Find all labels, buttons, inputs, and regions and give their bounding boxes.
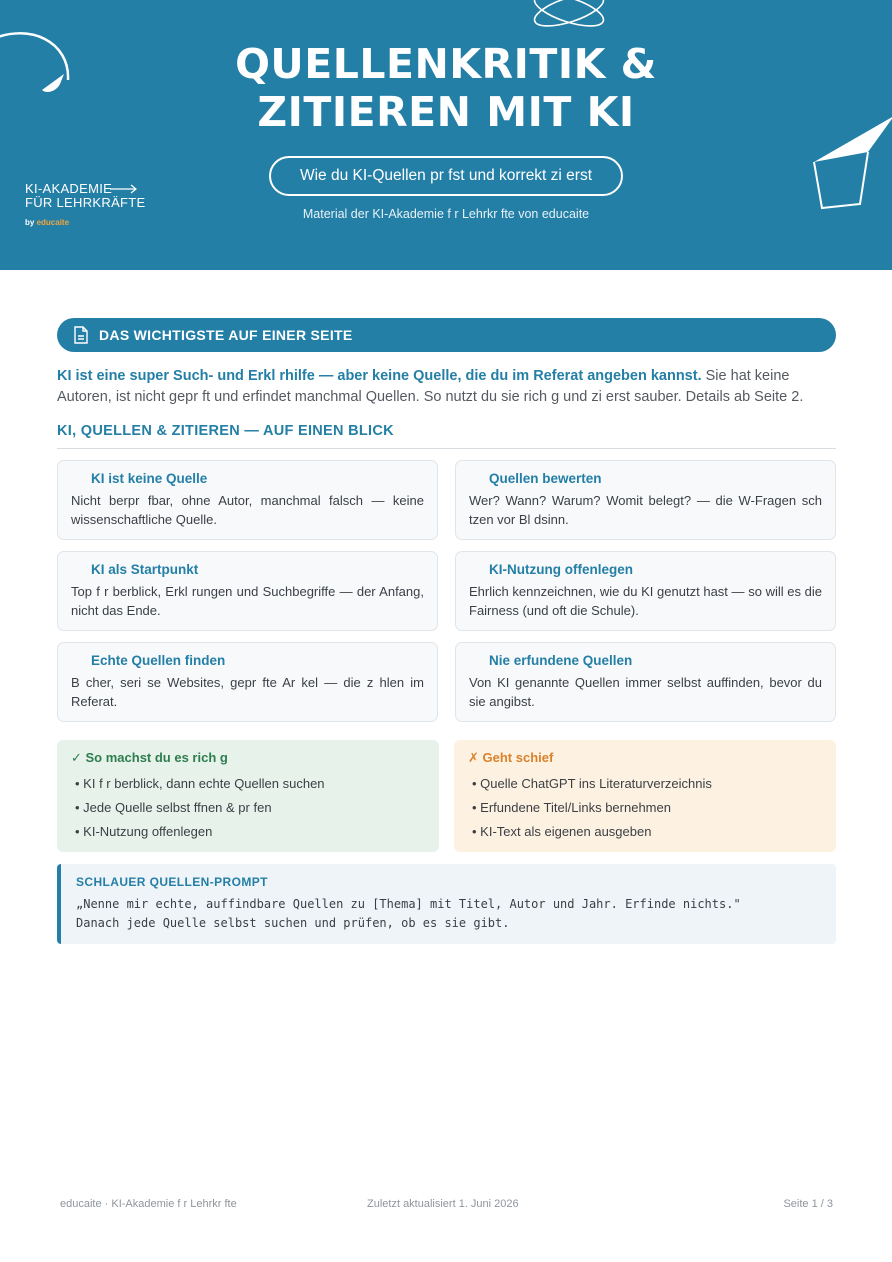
logo-line-1: KI-AKADEMIE: [25, 181, 113, 196]
dont-box: [454, 740, 836, 852]
atom-decoration-icon: [528, 0, 610, 36]
do-title: ✓ So machst du es rich g: [71, 750, 228, 765]
card-nie-erfundene-quellen: [455, 642, 836, 722]
prompt-line-2: Danach jede Quelle selbst suchen und prüfen, ob es sie gibt.: [76, 916, 510, 930]
list-item: • Erfundene Titel/Links bernehmen: [472, 800, 671, 815]
card-body: Nicht berpr fbar, ohne Autor, manchmal falsch — keine wissenschaftliche Quelle.: [71, 493, 424, 527]
document-icon: [73, 326, 89, 344]
footer-date: Zuletzt aktualisiert 1. Juni 2026: [367, 1198, 519, 1210]
subtitle-pill: Wie du KI-Quellen pr fst und korrekt zi erst: [269, 156, 623, 196]
title-line-1: QUELLENKRITIK &: [235, 40, 657, 88]
card-echte-quellen: [57, 642, 438, 722]
prompt-line-1: „Nenne mir echte, auffindbare Quellen zu [Thema] mit Titel, Autor und Jahr. Erfinde nichts.": [76, 897, 741, 911]
card-body: Wer? Wann? Warum? Womit belegt? — die W-Fragen sch tzen vor Bl dsinn.: [469, 493, 822, 527]
page-header: [0, 0, 892, 270]
card-quellen-bewerten: [455, 460, 836, 540]
list-item: • Quelle ChatGPT ins Literaturverzeichnis: [472, 776, 712, 791]
overview-heading: KI, QUELLEN & ZITIEREN — AUF EINEN BLICK: [57, 423, 836, 449]
material-credit: Material der KI-Akademie f r Lehrkr fte von educaite: [302, 207, 590, 221]
card-title: Nie erfundene Quellen: [489, 653, 633, 668]
do-list: [71, 772, 425, 844]
dont-title: ✗ Geht schief: [468, 750, 554, 765]
title-line-2: ZITIEREN MIT KI: [257, 88, 635, 136]
prompt-box: [57, 864, 836, 944]
card-title: KI-Nutzung offenlegen: [489, 562, 633, 577]
logo-brand: educaite: [36, 218, 70, 227]
intro-bold: KI ist eine super Such- und Erkl rhilfe — aber keine Quelle, die du im Referat angeben kannst.: [57, 368, 702, 384]
dont-list: [468, 772, 822, 844]
card-body: Top f r berblick, Erkl rungen und Suchbegriffe — der Anfang, nicht das Ende.: [71, 584, 424, 618]
list-item: • Jede Quelle selbst ffnen & pr fen: [75, 800, 272, 815]
logo-byline: [25, 218, 146, 227]
do-box: [57, 740, 439, 852]
arrow-right-icon: [110, 184, 138, 194]
intro-paragraph: [57, 366, 836, 408]
card-ki-nutzung-offenlegen: [455, 551, 836, 631]
card-title: Quellen bewerten: [489, 471, 602, 486]
intro-rest: Sie hat keine Autoren, ist nicht gepr ft und erfindet manchmal Quellen. So nutzt du sie rich g und zi erst sauber. Details ab Seite 2.: [57, 368, 804, 405]
list-item: • KI-Text als eigenen ausgeben: [472, 824, 652, 839]
prompt-title: SCHLAUER QUELLEN-PROMPT: [76, 875, 268, 889]
footer-left: educaite · KI-Akademie f r Lehrkr fte: [60, 1198, 237, 1210]
list-item: • KI-Nutzung offenlegen: [75, 824, 213, 839]
logo-line-2: FÜR LEHRKRÄFTE: [25, 195, 146, 210]
card-ki-startpunkt: [57, 551, 438, 631]
card-body: Ehrlich kennzeichnen, wie du KI genutzt hast — so will es die Fairness (und oft die Schule).: [469, 584, 822, 618]
page-title: [0, 40, 892, 136]
section-header-bar: [57, 318, 836, 352]
logo-by: by: [25, 218, 35, 227]
card-title: Echte Quellen finden: [91, 653, 226, 668]
card-ki-keine-quelle: [57, 460, 438, 540]
card-title: KI als Startpunkt: [91, 562, 199, 577]
footer-page-number: Seite 1 / 3: [783, 1198, 833, 1210]
card-title: KI ist keine Quelle: [91, 471, 208, 486]
card-body: Von KI genannte Quellen immer selbst auffinden, bevor du sie angibst.: [469, 675, 822, 709]
section-title: DAS WICHTIGSTE AUF EINER SEITE: [99, 327, 353, 343]
academy-logo: [25, 182, 146, 227]
card-body: B cher, seri se Websites, gepr fte Ar kel — die z hlen im Referat.: [71, 675, 424, 709]
list-item: • KI f r berblick, dann echte Quellen suchen: [75, 776, 325, 791]
